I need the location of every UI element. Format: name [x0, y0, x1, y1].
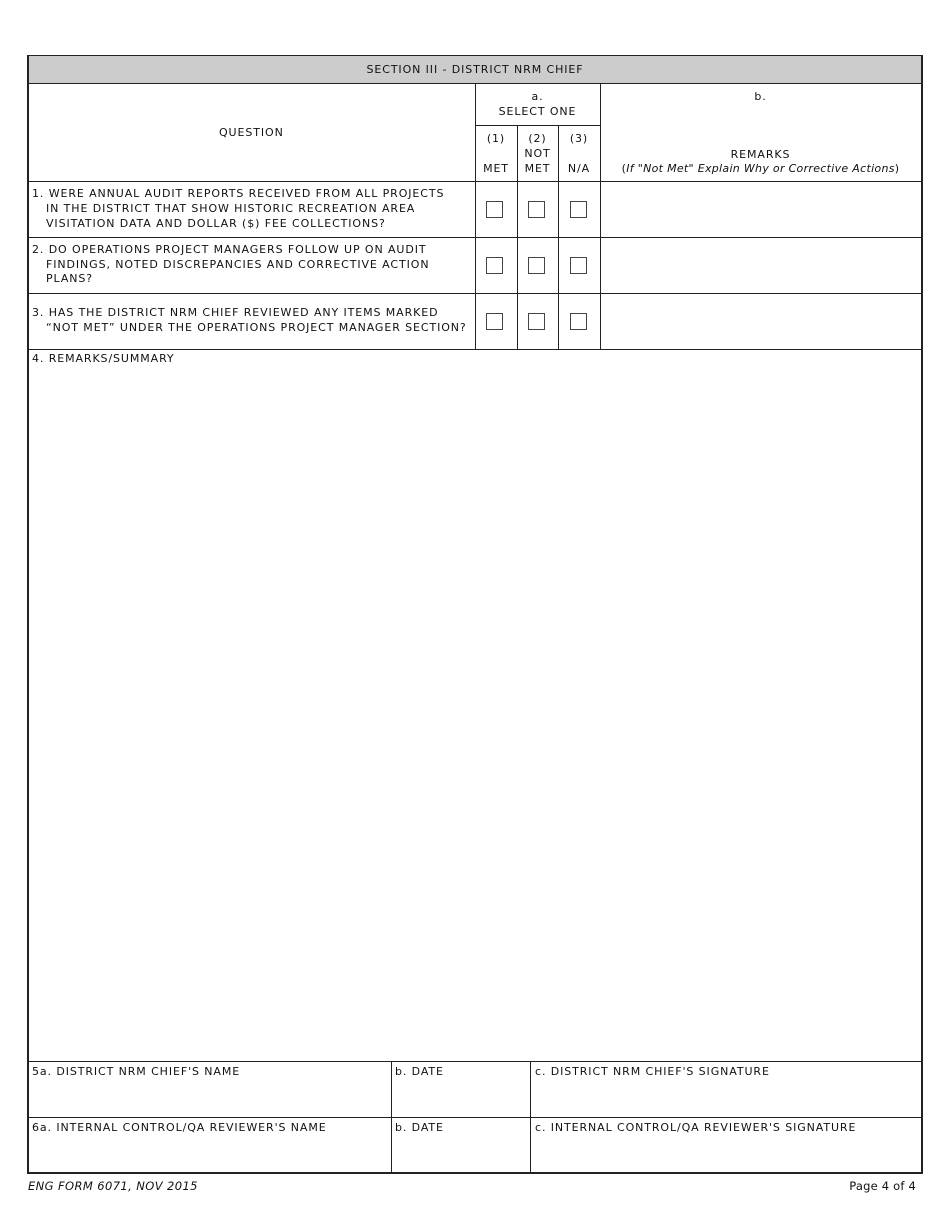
form-id: ENG FORM 6071, NOV 2015	[28, 1179, 198, 1193]
outer-bottom-border	[27, 1172, 923, 1174]
row6-date-label: b. DATE	[395, 1121, 444, 1134]
row5-name-field[interactable]	[30, 1080, 388, 1115]
summary-label: 4. REMARKS/SUMMARY	[32, 352, 175, 365]
question-3-line-1: 3. HAS THE DISTRICT NRM CHIEF REVIEWED ANY ITEMS MARKED	[32, 306, 439, 319]
header-remarks-note-line	[600, 161, 921, 176]
row5-date-field[interactable]	[394, 1080, 528, 1115]
question-2-line-2: FINDINGS, NOTED DISCREPANCIES AND CORRECTIVE ACTION	[46, 258, 430, 271]
header-col-b-letter: b.	[754, 90, 767, 103]
outer-right-border	[921, 55, 923, 1174]
q1-remarks-field[interactable]	[602, 183, 920, 236]
header-opt2-label-line2: MET	[524, 162, 551, 175]
rule-remarks-col	[600, 83, 601, 350]
header-col-a-letter: a.	[531, 90, 544, 103]
header-opt3-label: N/A	[567, 162, 591, 175]
row6-date-field[interactable]	[394, 1136, 528, 1171]
rule-above-row5	[28, 1061, 922, 1062]
row5-signature-field[interactable]	[533, 1080, 919, 1115]
rule-sig-date-col	[391, 1061, 392, 1173]
rule-select-one	[475, 125, 600, 126]
header-opt2-num: (2)	[528, 132, 547, 145]
question-1-line-1: 1. WERE ANNUAL AUDIT REPORTS RECEIVED FROM ALL PROJECTS	[32, 187, 445, 200]
q2-met-checkbox[interactable]	[486, 257, 503, 274]
row5-name-label: 5a. DISTRICT NRM CHIEF'S NAME	[32, 1065, 241, 1078]
rule-opt2-col	[558, 125, 559, 350]
question-1-line-2: IN THE DISTRICT THAT SHOW HISTORIC RECREATION AREA	[46, 202, 416, 215]
q3-remarks-field[interactable]	[602, 295, 920, 348]
row6-name-field[interactable]	[30, 1136, 388, 1171]
q3-na-checkbox[interactable]	[570, 313, 587, 330]
header-opt1-num: (1)	[486, 132, 506, 145]
question-2-line-1: 2. DO OPERATIONS PROJECT MANAGERS FOLLOW UP ON AUDIT	[32, 243, 427, 256]
outer-left-border	[27, 55, 29, 1174]
q2-not-met-checkbox[interactable]	[528, 257, 545, 274]
rule-above-row6	[28, 1117, 922, 1118]
question-1-line-3: VISITATION DATA AND DOLLAR ($) FEE COLLECTIONS?	[46, 217, 386, 230]
header-remarks-title: REMARKS	[730, 148, 791, 161]
outer-top-border	[27, 55, 923, 56]
q1-met-checkbox[interactable]	[486, 201, 503, 218]
remarks-note-close-paren: )	[894, 162, 900, 175]
header-opt1-label: MET	[483, 162, 509, 175]
rule-question-col	[475, 83, 476, 350]
q2-na-checkbox[interactable]	[570, 257, 587, 274]
remarks-note-text: If "Not Met" Explain Why or Corrective Actions	[626, 162, 895, 175]
header-col-a-title: SELECT ONE	[498, 105, 577, 118]
row5-signature-label: c. DISTRICT NRM CHIEF'S SIGNATURE	[535, 1065, 770, 1078]
q1-na-checkbox[interactable]	[570, 201, 587, 218]
rule-sig-signature-col	[530, 1061, 531, 1173]
q3-met-checkbox[interactable]	[486, 313, 503, 330]
q3-not-met-checkbox[interactable]	[528, 313, 545, 330]
header-question-label: QUESTION	[219, 126, 284, 139]
row5-date-label: b. DATE	[395, 1065, 444, 1078]
question-3-line-2: “NOT MET” UNDER THE OPERATIONS PROJECT MANAGER SECTION?	[46, 321, 467, 334]
q2-remarks-field[interactable]	[602, 239, 920, 292]
page-number: Page 4 of 4	[849, 1179, 916, 1193]
q1-not-met-checkbox[interactable]	[528, 201, 545, 218]
row6-signature-field[interactable]	[533, 1136, 919, 1171]
row6-name-label: 6a. INTERNAL CONTROL/QA REVIEWER'S NAME	[32, 1121, 327, 1134]
row6-signature-label: c. INTERNAL CONTROL/QA REVIEWER'S SIGNATURE	[535, 1121, 857, 1134]
remarks-note-open-paren: (	[621, 162, 627, 175]
question-2-line-3: PLANS?	[46, 272, 93, 285]
header-opt2-label-line1: NOT	[524, 147, 551, 160]
header-opt3-num: (3)	[569, 132, 589, 145]
section-title: SECTION III - DISTRICT NRM CHIEF	[366, 63, 584, 76]
summary-text-area[interactable]	[30, 368, 920, 1058]
